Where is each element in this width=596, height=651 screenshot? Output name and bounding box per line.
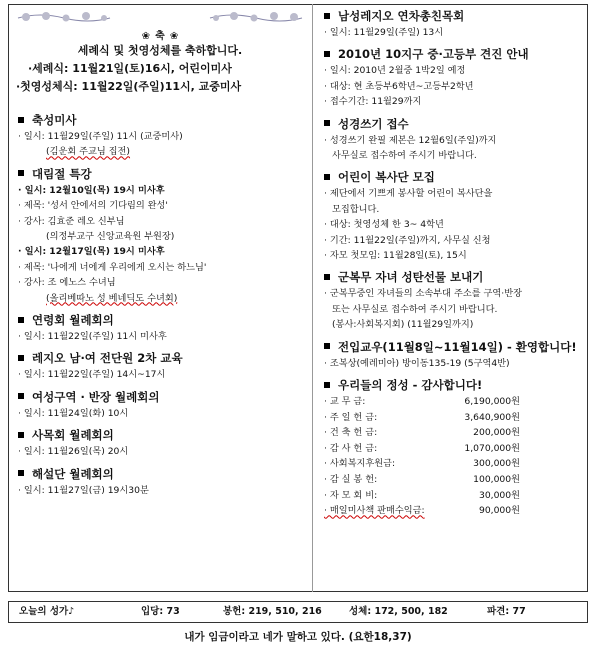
flower-ornament-left-icon (16, 10, 112, 24)
flower-icon-left: ❀ (141, 31, 151, 42)
column-divider (312, 4, 313, 592)
donation-label: · 사회복지후원금: (324, 458, 396, 470)
section-title (12, 166, 308, 183)
section-line-text: (의정부교구 신앙교육원 부원장) (46, 231, 175, 243)
square-bullet-icon (324, 274, 330, 280)
section-line (318, 248, 588, 263)
square-bullet-icon (18, 432, 24, 438)
section-line (12, 183, 308, 198)
section-line (318, 186, 588, 201)
section-title-text: 연령회 월례회의 (32, 313, 114, 328)
section-line-text: · 일시: 12월10일(목) 19시 미사후 (18, 184, 165, 196)
square-bullet-icon (324, 51, 330, 57)
section-title-text: 사목회 월례회의 (32, 428, 114, 443)
section-title-text: 여성구역 · 반장 월례회의 (32, 389, 160, 404)
hymn-dismissal: 파견: 77 (487, 606, 526, 617)
section-line (318, 233, 588, 248)
donation-row (324, 456, 588, 472)
flower-icon-right: ❀ (169, 31, 179, 42)
section-line (12, 144, 308, 159)
section-line-text: · 대상: 현 초등부6학년~고등부2학년 (324, 80, 474, 92)
section-line (12, 483, 308, 498)
section-line-text: · 접수기간: 11월29까지 (324, 96, 422, 108)
section-line-text: · 조복상(예레미아) 방이동135-19 (5구역4반) (324, 357, 510, 369)
section-line-text: 모집합니다. (332, 203, 380, 215)
section-line-text: 사무실로 접수하여 주시기 바랍니다. (332, 150, 477, 162)
right-section (318, 339, 588, 371)
section-title-text: 남성레지오 연차총친목회 (338, 9, 465, 23)
section-line (318, 148, 588, 163)
section-title (318, 339, 588, 356)
section-line-text: · 강사: 김효준 레오 신부님 (18, 215, 125, 227)
section-line-text: · 일시: 11월29일(주일) 13시 (324, 27, 444, 38)
section-line (318, 356, 588, 371)
section-line (12, 444, 308, 459)
section-line (12, 129, 308, 144)
square-bullet-icon (18, 393, 24, 399)
section-line-text: (봉사:사회복지회) (11월29일까지) (332, 319, 474, 331)
square-bullet-icon (324, 382, 330, 388)
donation-label: · 감 사 헌 금: (324, 442, 378, 454)
square-bullet-icon (18, 355, 24, 361)
square-bullet-icon (18, 470, 24, 476)
section-title (318, 269, 588, 286)
donation-amount: 1,070,000원 (464, 442, 520, 454)
square-bullet-icon (324, 343, 330, 349)
section-line-text: · 성경쓰기 완필 제본은 12월6일(주일)까지 (324, 134, 497, 146)
section-title (12, 312, 308, 329)
hymn-entrance: 입당: 73 (141, 606, 180, 617)
section-title (12, 350, 308, 367)
section-title-text: 해설단 월례회의 (32, 466, 114, 481)
section-title (318, 169, 588, 186)
square-bullet-icon (18, 170, 24, 176)
donation-amount: 100,000원 (473, 474, 520, 486)
section-line-text: · 제목: '성서 안에서의 기다림의 완성' (18, 200, 168, 212)
section-line (12, 406, 308, 421)
donation-row (324, 425, 588, 441)
donation-amount: 90,000원 (478, 505, 520, 517)
section-title-text: 전입교우(11월8일~11월14일) - 환영합니다! (338, 339, 577, 354)
section-line (12, 198, 308, 213)
section-line-text: · 강사: 조 에노스 수녀님 (18, 277, 116, 289)
section-line (318, 317, 588, 332)
donation-row (324, 472, 588, 488)
section-line (12, 244, 308, 259)
square-bullet-icon (324, 120, 330, 126)
donation-row (324, 410, 588, 426)
section-line-text: · 기간: 11월22일(주일)까지, 사무실 신청 (324, 234, 491, 246)
flower-ornament-right-icon (208, 10, 304, 24)
section-line (318, 79, 588, 94)
hymn-offertory: 봉헌: 219, 510, 216 (223, 606, 322, 617)
right-section (318, 169, 588, 263)
section-line-text: · 제목: '나에게 너에게 우리에게 오시는 하느님' (18, 261, 207, 273)
donation-row (324, 441, 588, 457)
right-section (318, 116, 588, 164)
donations-title (318, 377, 588, 394)
section-line (318, 202, 588, 217)
section-line-text: · 일시: 11월22일(주일) 11시 미사후 (18, 331, 167, 343)
donations-section (318, 377, 588, 519)
section-title (318, 8, 588, 25)
banner-first-communion: ·첫영성체식: 11월22일(주일)11시, 교중미사 (16, 80, 242, 93)
section-line (318, 217, 588, 232)
section-line-text: (올리베따노 성 베네딕도 수녀회) (46, 292, 178, 304)
left-section (12, 166, 308, 306)
hymn-communion: 성체: 172, 500, 182 (349, 606, 448, 617)
donation-label: · 건 축 헌 금: (324, 427, 378, 439)
section-line-text: (김운회 주교님 집전) (46, 146, 131, 158)
section-title-text: 2010년 10지구 중·고등부 견진 안내 (338, 47, 529, 62)
section-title-text: 어린이 복사단 모집 (338, 170, 435, 185)
section-line-text: · 일시: 12월17일(목) 19시 미사후 (18, 246, 165, 258)
donation-amount: 200,000원 (473, 427, 520, 439)
section-line (318, 94, 588, 109)
section-line (12, 229, 308, 244)
section-line-text: · 제단에서 기쁘게 봉사할 어린이 복사단을 (324, 188, 493, 200)
square-bullet-icon (18, 317, 24, 323)
square-bullet-icon (324, 174, 330, 180)
section-line (318, 286, 588, 301)
section-line-text: · 일시: 11월27일(금) 19시30분 (18, 484, 149, 496)
right-column (318, 8, 588, 525)
section-line (318, 63, 588, 78)
section-line-text: · 일시: 11월22일(주일) 14시~17시 (18, 369, 166, 381)
celebration-banner (12, 8, 308, 112)
donation-amount: 3,640,900원 (464, 411, 520, 423)
donation-amount: 6,190,000원 (464, 396, 520, 408)
donation-row (324, 503, 588, 519)
section-title (12, 112, 308, 129)
section-line (318, 25, 588, 40)
section-title-text: 축성미사 (32, 113, 77, 127)
square-bullet-icon (18, 117, 24, 123)
right-section (318, 46, 588, 109)
section-line (12, 291, 308, 306)
banner-title: 축 (155, 31, 165, 42)
left-section (12, 112, 308, 160)
donation-row (324, 394, 588, 410)
section-line-text: · 군복무중인 자녀들의 소속부대 주소를 구역·반장 (324, 288, 522, 300)
section-line-text: · 일시: 11월29일(주일) 11시 (교중미사) (18, 131, 183, 142)
section-line (12, 214, 308, 229)
section-title (12, 466, 308, 483)
left-section (12, 427, 308, 459)
bible-verse: 내가 임금이라고 네가 말하고 있다. (요한18,37) (184, 631, 412, 643)
section-line (12, 260, 308, 275)
banner-headline: 세례식 및 첫영성체를 축하합니다. (77, 44, 243, 57)
section-line-text: · 일시: 2010년 2월중 1박2일 예정 (324, 65, 466, 77)
banner-baptism: ·세례식: 11월21일(토)16시, 어린이미사 (28, 62, 232, 75)
section-title (12, 427, 308, 444)
section-title-text: 레지오 남·여 전단원 2차 교육 (32, 351, 183, 366)
donation-amount: 30,000원 (478, 489, 520, 501)
left-section (12, 389, 308, 421)
left-section (12, 350, 308, 382)
hymn-footer (8, 601, 588, 623)
section-title-text: 대림절 특강 (32, 166, 92, 181)
section-line (12, 367, 308, 382)
section-title-text: 군복무 자녀 성탄선물 보내기 (338, 270, 484, 285)
section-title (12, 389, 308, 406)
right-section (318, 8, 588, 40)
donation-label: · 교 무 금: (324, 396, 366, 408)
hymn-label: 오늘의 성가♪ (19, 606, 75, 617)
section-line-text: · 대상: 첫영성체 한 3~ 4학년 (324, 219, 444, 231)
section-line (12, 275, 308, 290)
section-line (318, 133, 588, 148)
right-section (318, 269, 588, 332)
section-line-text: · 일시: 11월26일(목) 20시 (18, 446, 129, 458)
donation-label: · 매일미사책 판매수익금: (324, 505, 425, 517)
donation-label: · 자 모 회 비: (324, 489, 378, 501)
left-section (12, 466, 308, 498)
donation-row (324, 488, 588, 504)
section-line-text: · 자모 첫모임: 11월28일(토), 15시 (324, 250, 467, 262)
donations-table (324, 394, 588, 519)
donation-amount: 300,000원 (473, 458, 520, 470)
section-line (318, 302, 588, 317)
section-title-text: 성경쓰기 접수 (338, 116, 409, 131)
section-title (318, 116, 588, 133)
banner-title-row (12, 24, 308, 43)
donation-label: · 감 실 봉 헌: (324, 474, 378, 486)
section-line (12, 329, 308, 344)
left-section (12, 312, 308, 344)
left-column (12, 8, 308, 504)
section-line-text: 또는 사무실로 접수하여 주시기 바랍니다. (332, 303, 498, 315)
square-bullet-icon (324, 13, 330, 19)
donation-label: · 주 일 헌 금: (324, 411, 378, 423)
section-title (318, 46, 588, 63)
section-line-text: · 일시: 11월24일(화) 10시 (18, 407, 129, 419)
donations-title-text: 우리들의 정성 - 감사합니다! (338, 378, 483, 393)
